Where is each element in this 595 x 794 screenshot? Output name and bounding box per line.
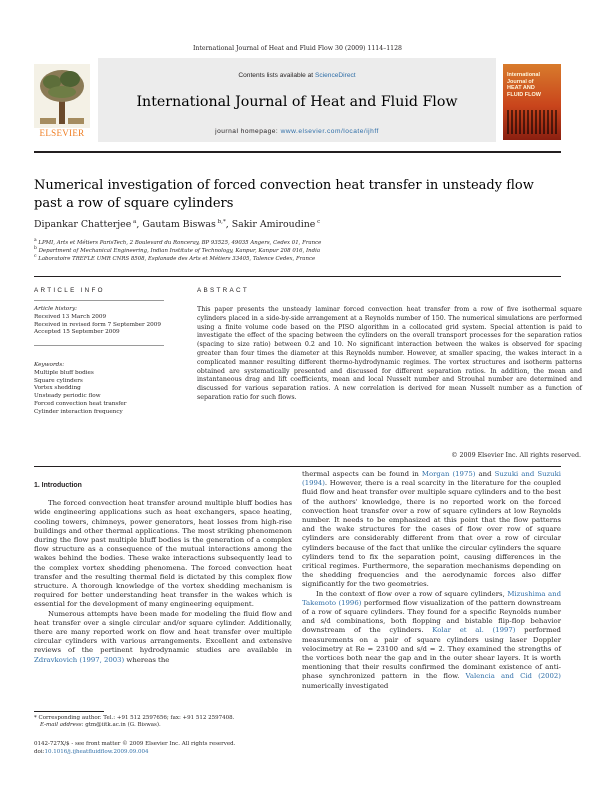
publisher-name: ELSEVIER xyxy=(39,128,85,138)
doi-line: doi:10.1016/j.ijheatfluidflow.2009.09.004 xyxy=(34,748,149,755)
body-column-left xyxy=(34,481,292,665)
citation-link[interactable]: Morgan (1975) xyxy=(421,470,476,478)
section-heading: 1. Introduction xyxy=(34,482,82,489)
citation-link[interactable]: Suzuki and Suzuki (1994) xyxy=(302,470,561,488)
author-list: Dipankar Chatterjee $^a$, Gautam Biswas $^{b,*}$, Sakir Amiroudine $^c$ xyxy=(34,219,321,231)
paragraph: In the context of flow over a row of square cylinders, Mizushima and Takemoto (1996) performed flow visualization of the pattern downstream of a row of square cylinders. They found for a specific Reynolds number and s/d combinations, both flopping and bistable flip-flop behavior downstream of the cylinders. Kolar et al. (1997) performed measurements on a pair of square cylinders using laser Doppler velocimetry at Re = 23100 and s/d = 2. They examined the strengths of the vortices both near the gap and in the outer shear layers. It is worth mentioning that their results confirmed the dominant existence of anti-phase synchronized pattern in the flow. Valencia and Cid (2002) numerically investigated xyxy=(302,589,562,690)
cover-graphic xyxy=(507,110,557,134)
doi-link[interactable]: 10.1016/j.ijheatfluidflow.2009.09.004 xyxy=(44,748,149,755)
copyright-notice: © 2009 Elsevier Inc. All rights reserved. xyxy=(451,452,581,459)
keyword: Square cylinders xyxy=(34,377,83,384)
journal-homepage: journal homepage: www.elsevier.com/locate/ijhff xyxy=(215,128,379,135)
journal-header xyxy=(34,58,561,142)
paragraph: Numerous attempts have been made for modeling the fluid flow and heat transfer over a single circular and/or square cylinder. Additionally, there are many reported work on flow and heat transfer over multiple circular cylinders with various arrangements. Excellent and extensive reviews of the pertinent hydrodynamic studies are available in Zdravkovich (1997, 2003) whereas the xyxy=(34,609,292,664)
header-divider xyxy=(34,151,561,153)
journal-banner xyxy=(98,58,496,142)
abstract-heading: ABSTRACT xyxy=(197,287,249,294)
citation-link[interactable]: Mizushima and Takemoto (1996) xyxy=(302,589,561,607)
abstract-divider xyxy=(34,466,561,467)
journal-cover-thumbnail xyxy=(503,64,561,140)
keyword: Vortex shedding xyxy=(34,385,81,392)
keyword: Cylinder interaction frequency xyxy=(34,408,123,415)
history-entry: Accepted 15 September 2009 xyxy=(34,329,120,336)
history-entry: Received in revised form 7 September 2009 xyxy=(34,321,162,328)
cover-line: International Journal of xyxy=(507,72,541,85)
paragraph: thermal aspects can be found in Morgan (1975) and Suzuki and Suzuki (1994). However, there is a real scarcity in the literature for the coupled fluid flow and heat transfer over multiple square cylinders and to the best of the authors' knowledge, there is no reported work on the forced convection heat transfer over a row of square cylinders at low Reynolds number. It needs to be emphasized at this point that the flow patterns and the wake structures for the cases of flow over row of square cylinders are considerably different from that over a row of circular cylinders because of the fact that unlike the circular cylinders the square cylinders tend to fix the separation point, causing differences in the critical regimes. Furthermore, the separation mechanisms depending on the shedding frequencies and the aerodynamic forces also differ significantly for the two geometries. xyxy=(302,470,561,589)
citation-link[interactable]: Kolar et al. (1997) xyxy=(432,626,516,635)
author-mark: a xyxy=(133,219,137,225)
citation-link[interactable]: Zdravkovich (1997, 2003) xyxy=(34,655,125,664)
corresponding-author-footnote: * Corresponding author. Tel.: +91 512 2597656; fax: +91 512 2597408. E-mail address: gtm@iitk.ac.in (G. Biswas). xyxy=(34,715,235,729)
author-name[interactable]: Gautam Biswas xyxy=(142,219,216,231)
cover-line: FLUID FLOW xyxy=(507,91,541,98)
sciencedirect-link[interactable]: ScienceDirect xyxy=(314,72,356,79)
journal-title: International Journal of Heat and Fluid Flow xyxy=(136,94,458,110)
article-history xyxy=(34,306,194,337)
front-matter-footer xyxy=(34,741,294,757)
elsevier-logo xyxy=(34,64,90,140)
article-info-heading: ARTICLE INFO xyxy=(34,287,105,294)
keyword: Forced convection heat transfer xyxy=(34,400,127,407)
meta-divider xyxy=(34,276,561,277)
issn-line: 0142-727X/$ - see front matter © 2009 Elsevier Inc. All rights reserved. xyxy=(34,741,236,747)
author-name[interactable]: Dipankar Chatterjee xyxy=(34,219,132,231)
info-divider xyxy=(34,300,164,301)
author-mark: c xyxy=(317,219,321,225)
abstract-text: This paper presents the unsteady laminar forced convection heat transfer from a row of five isothermal square cylinders placed in a side-by-side arrangement at a Reynolds number of 150. The numerical simulations are performed using a finite volume code based on the PISO algorithm in a collocated grid system. Special attention is paid to investigate the effect of the spacing between the cylinders on the overall transport processes for the separation ratios (spacing to size ratio) between 0.2 and 10. No significant interaction between the wakes is observed for spacing greater than four times the diameter at this Reynolds number. However, at smaller spacing, the wakes interact in a complicated manner resulting different thermo-hydrodynamic regimes. The vortex structures and isotherm patterns obtained are systematically presented and discussed for different separation ratios. In addition, the mean and instantaneous drag and lift coefficients, mean and local Nusselt number and Strouhal number are determined and discussed for various separation ratios. A new correlation is derived for mean Nusselt number as a function of separation ratio for such flows. xyxy=(197,306,582,401)
paragraph: The forced convection heat transfer around multiple bluff bodies has wide engineering applications such as heat exchangers, space heating, cooling towers, chimneys, power generators, heat losses from high-rise buildings and other thermal applications. The most striking phenomenon during the flow past multiple bluff bodies is the generation of a complex flow structure as a consequence of the mutual interactions among the wakes behind the bodies. These wake interactions subsequently lead to the complex vortex shedding phenomena. The forced convection heat transfer and the resulting thermal field is dictated by this complex flow structure. A thorough knowledge of the vortex shedding mechanism is required for better understanding heat transfer in the wakes which is essential for the development of many engineering equipment. xyxy=(34,499,292,609)
history-entry: Received 13 March 2009 xyxy=(34,313,107,320)
keywords-label: Keywords: xyxy=(34,362,65,368)
footnote-divider xyxy=(34,711,104,712)
cover-line: HEAT AND xyxy=(507,85,535,92)
email-link[interactable]: gtm@iitk.ac.in xyxy=(85,722,126,729)
keyword: Unsteady periodic flow xyxy=(34,393,101,400)
homepage-link[interactable]: www.elsevier.com/locate/ijhff xyxy=(280,128,379,135)
keywords xyxy=(34,362,194,417)
journal-citation: International Journal of Heat and Fluid Flow 30 (2009) 1114–1128 xyxy=(193,45,402,52)
info-divider xyxy=(34,345,164,346)
history-label: Article history: xyxy=(34,306,78,312)
affiliation: $^c$ Laboratoire TREFLE UMR CNRS 8508, Esplanade des Arts et Métiers 33405, Talence Cedex, France xyxy=(34,254,316,262)
author-name[interactable]: Sakir Amiroudine xyxy=(231,219,316,231)
citation-link[interactable]: Valencia and Cid (2002) xyxy=(465,672,561,681)
affiliation: $^a$ LPMI, Arts et Métiers ParisTech, 2 Boulevard du Ronceray, BP 93525, 49035 Angers, Cedex 01, France xyxy=(34,238,322,246)
contents-line: Contents lists available at ScienceDirect xyxy=(238,72,356,79)
paper-title: Numerical investigation of forced convection heat transfer in unsteady flow past a row of square cylinders xyxy=(34,178,534,211)
author-mark: b,* xyxy=(217,219,226,225)
keyword: Multiple bluff bodies xyxy=(34,369,94,376)
affiliation: $^b$ Department of Mechanical Engineering, Indian Institute of Technology, Kanpur, Kanpur 208 016, India xyxy=(34,246,321,254)
body-column-right xyxy=(302,470,561,691)
